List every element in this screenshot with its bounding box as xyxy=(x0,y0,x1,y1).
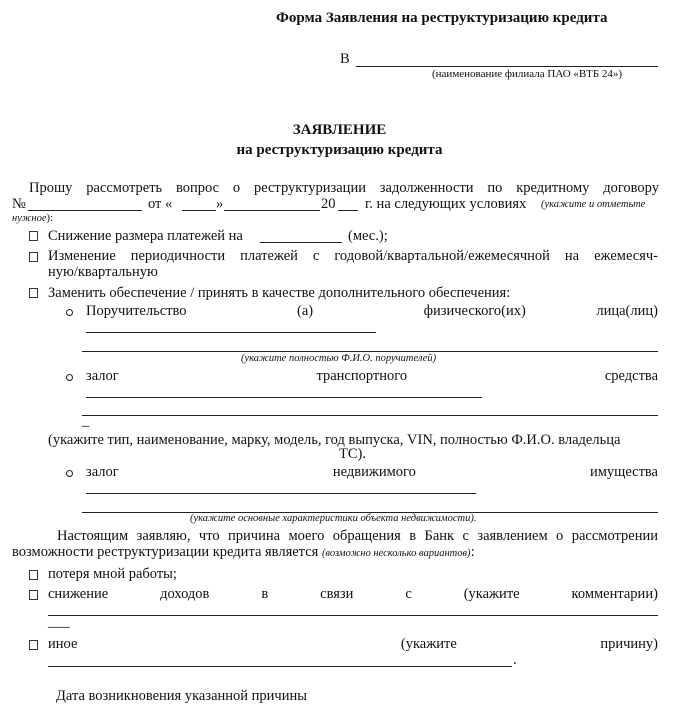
reason-line-2: возможности реструктуризации кредита является (возможно несколько вариантов): xyxy=(12,544,475,560)
other-word: (укажите xyxy=(400,636,457,652)
guarantee-word: Поручительство xyxy=(86,303,187,319)
condition-change-frequency-2: ную/квартальную xyxy=(48,264,158,280)
reduce-months-field[interactable] xyxy=(260,242,342,243)
vehicle-hint-1: (укажите тип, наименование, марку, модель, год выпуска, VIN, полностью Ф.И.О. владельца xyxy=(48,432,621,448)
condition-reduce-payments: Снижение размера платежей на xyxy=(48,228,243,244)
year-prefix: 20 xyxy=(321,196,336,212)
checkbox-income-decrease[interactable] xyxy=(29,590,38,600)
bullet-property xyxy=(66,470,73,477)
property-row xyxy=(86,464,658,481)
form-title: Форма Заявления на реструктуризацию кредита xyxy=(276,10,608,26)
other-end: . xyxy=(513,652,517,668)
branch-field[interactable] xyxy=(356,66,658,67)
vehicle-row xyxy=(86,368,658,385)
guarantee-word: (а) xyxy=(297,303,314,319)
checkbox-replace-collateral[interactable] xyxy=(29,288,38,298)
guarantee-row xyxy=(86,303,658,320)
income-word: в xyxy=(261,586,269,602)
contract-number-field[interactable] xyxy=(28,210,142,211)
income-decrease-row xyxy=(48,586,658,603)
checkbox-change-frequency[interactable] xyxy=(29,252,38,262)
guarantee-word: лица(лиц) xyxy=(596,303,658,319)
intro-hint-2: нужное): xyxy=(12,213,53,224)
property-field-1[interactable] xyxy=(86,493,476,494)
reason-date-label: Дата возникновения указанной причины xyxy=(56,688,307,704)
guarantor-hint: (укажите полностью Ф.И.О. поручителей) xyxy=(241,353,437,364)
bullet-vehicle xyxy=(66,374,73,381)
quote-close: » xyxy=(216,196,224,212)
other-word: иное xyxy=(48,636,78,652)
bullet-guarantee xyxy=(66,309,73,316)
vehicle-word: залог xyxy=(86,368,119,384)
contract-month-field[interactable] xyxy=(224,210,320,211)
checkbox-job-loss[interactable] xyxy=(29,570,38,580)
document-title: ЗАЯВЛЕНИЕ xyxy=(292,122,387,138)
vehicle-dash: _ xyxy=(82,413,90,429)
property-word: залог xyxy=(86,464,119,480)
vehicle-field-1[interactable] xyxy=(86,397,482,398)
guarantor-field-1[interactable] xyxy=(86,332,376,333)
reason-line-1: Настоящим заявляю, что причина моего обращения в Банк с заявлением о рассмотрении xyxy=(57,528,658,544)
months-label: (мес.); xyxy=(348,228,388,244)
income-word: комментарии) xyxy=(571,586,658,602)
vehicle-field-2[interactable] xyxy=(82,415,658,416)
contract-day-field[interactable] xyxy=(182,210,216,211)
vehicle-hint-2: ТС). xyxy=(339,446,366,462)
document-subtitle: на реструктуризацию кредита xyxy=(236,142,443,158)
branch-hint: (наименование филиала ПАО «ВТБ 24») xyxy=(432,68,623,80)
income-word: снижение xyxy=(48,586,109,602)
income-word: доходов xyxy=(160,586,210,602)
condition-change-frequency: Изменение периодичности платежей с годовой/квартальной/ежемесячной на ежемесяч- xyxy=(48,248,658,264)
intro-line-1: Прошу рассмотреть вопрос о реструктуризации задолженности по кредитному договору xyxy=(29,180,659,196)
to-prefix: В xyxy=(340,51,350,67)
income-comment-field[interactable] xyxy=(48,615,658,616)
property-word: имущества xyxy=(589,464,658,480)
condition-replace-collateral: Заменить обеспечение / принять в качестве дополнительного обеспечения: xyxy=(48,285,511,301)
other-word: причину) xyxy=(600,636,658,652)
income-word: связи xyxy=(320,586,354,602)
other-reason-field[interactable] xyxy=(48,666,512,667)
checkbox-reduce-payments[interactable] xyxy=(29,231,38,241)
vehicle-word: транспортного xyxy=(316,368,408,384)
other-row xyxy=(48,636,658,653)
checkbox-other[interactable] xyxy=(29,640,38,650)
property-hint: (укажите основные характеристики объекта недвижимости). xyxy=(190,513,477,524)
property-word: недвижимого xyxy=(332,464,416,480)
income-word: с xyxy=(405,586,412,602)
income-dash: ___ xyxy=(48,614,70,630)
contract-no-label: № xyxy=(12,196,26,212)
year-tail: г. на следующих условиях xyxy=(365,196,527,212)
intro-hint: (укажите и отметьте xyxy=(541,199,646,210)
income-word: (укажите xyxy=(463,586,520,602)
guarantee-word: физического(их) xyxy=(423,303,526,319)
date-from-label: от « xyxy=(148,196,173,212)
vehicle-word: средства xyxy=(604,368,658,384)
guarantor-field-2[interactable] xyxy=(82,351,658,352)
reason-job-loss: потеря мной работы; xyxy=(48,566,177,582)
contract-year-field[interactable] xyxy=(338,210,358,211)
